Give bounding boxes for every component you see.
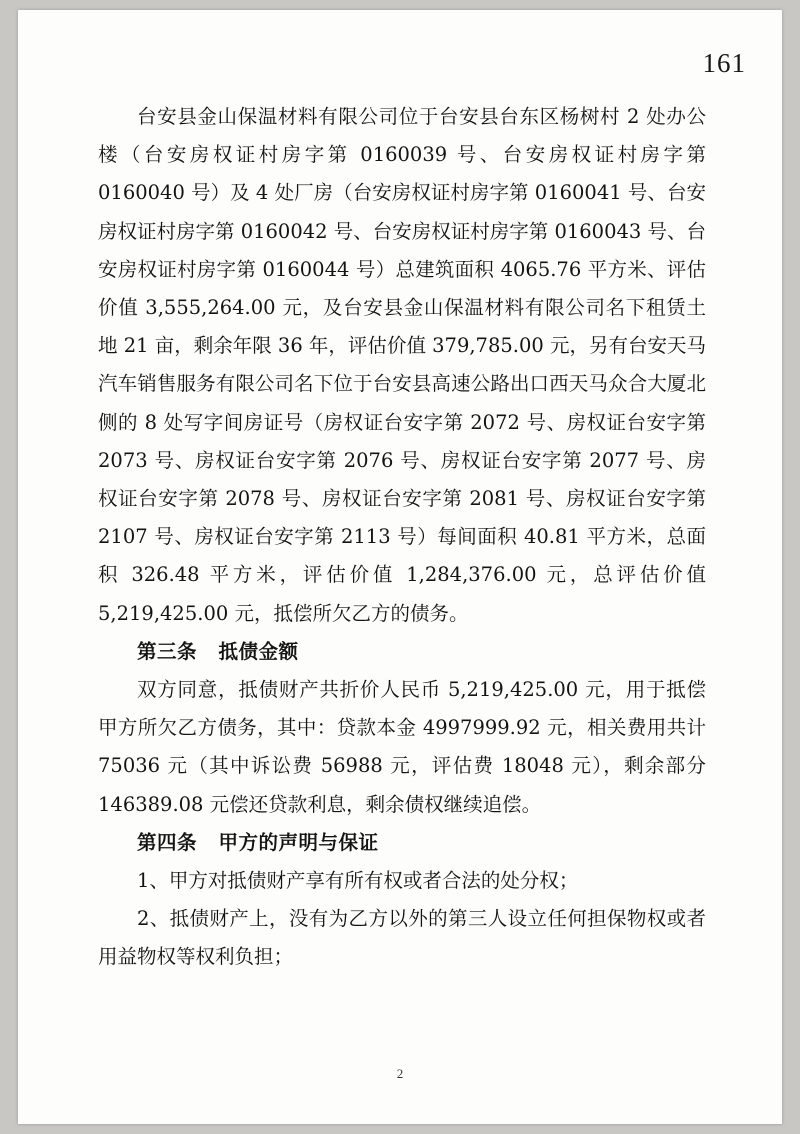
- paragraph-clause-2: 2、抵债财产上，没有为乙方以外的第三人设立任何担保物权或者用益物权等权利负担；: [98, 907, 706, 969]
- document-body: [98, 98, 706, 977]
- article-three-title: 抵债金额: [218, 639, 299, 663]
- article-four-title: 甲方的声明与保证: [218, 830, 379, 854]
- section-heading-article-four: [98, 824, 706, 862]
- paragraph-debt-amount: 双方同意，抵债财产共折价人民币 5,219,425.00 元，用于抵偿甲方所欠乙方债务，其中：贷款本金 4997999.92 元，相关费用共计 75036 元（其中诉讼费 56988 元，评估费 18048 元），剩余部分 146389.08 元偿还贷款利息，剩余债权继续追偿。: [98, 678, 706, 816]
- section-heading-article-three: [98, 633, 706, 671]
- page-content: [18, 10, 782, 1124]
- article-four-label: 第四条: [137, 830, 198, 854]
- article-three-label: 第三条: [137, 639, 198, 663]
- footer-page-number: 2: [396, 1066, 404, 1081]
- paragraph-clause-1: 1、甲方对抵债财产享有所有权或者合法的处分权；: [137, 869, 579, 893]
- paragraph-asset-description: 台安县金山保温材料有限公司位于台安县台东区杨树村 2 处办公楼（台安房权证村房字第 0160039 号、台安房权证村房字第 0160040 号）及 4 处厂房（台安房权证村房字第 0160041 号、台安房权证村房字第 0160042 号、台安房权证村房字第 0160043 号、台安房权证村房字第 0160044 号）总建筑面积 4065.76 平方米、评估价值 3,555,264.00 元，及台安县金山保温材料有限公司名下租赁土地 21 亩，剩余年限 36 年，评估价值 379,785.00 元，另有台安天马汽车销售服务有限公司名下位于台安县高速公路出口西天马众合大厦北侧的 8 处写字间房证号（房权证台安字第 2072 号、房权证台安字第 2073 号、房权证台安字第 2076 号、房权证台安字第 2077 号、房权证台安字第 2078 号、房权证台安字第 2081 号、房权证台安字第 2107 号、房权证台安字第 2113 号）每间面积 40.81 平方米，总面积 326.48 平方米，评估价值 1,284,376.00 元，总评估价值 5,219,425.00 元，抵偿所欠乙方的债务。: [98, 105, 706, 625]
- document-page: [18, 10, 782, 1124]
- page-number-top: 161: [702, 48, 746, 78]
